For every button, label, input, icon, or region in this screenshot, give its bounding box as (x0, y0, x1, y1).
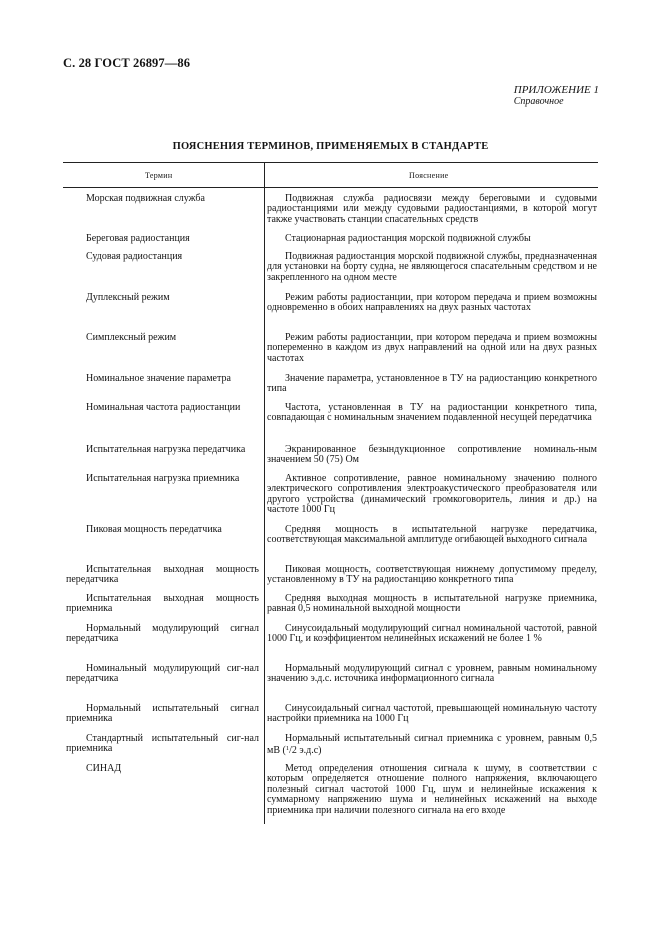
explanation-cell: Метод определения отношения сигнала к шуму, в соответствии с которым определяется отношение полного напряжения, включающего полезный сигнал частотой 1000 Гц, шум и нелинейные искажения к суммарному напряжению шума и нелинейных искажений на выходе приемника при наличии полезного сигнала на его входе (267, 763, 597, 816)
term-cell: Испытательная нагрузка передатчика (86, 444, 246, 455)
term-cell: Испытательная выходная мощность приемника (66, 593, 259, 615)
table-top-rule (63, 162, 598, 163)
explanation-cell: Подвижная служба радиосвязи между береговыми и судовыми радиостанциями или между судовыми радиостанциями, в которой могут также участвовать станции спасательных средств (267, 193, 597, 225)
column-header-explanation: Пояснение (409, 171, 449, 180)
explanation-cell: Частота, установленная в ТУ на радиостанции конкретного типа, совпадающая с номинальным значением подавленной несущей передатчика (267, 402, 597, 424)
term-cell: СИНАД (86, 763, 122, 774)
explanation-text-tail: /2 э.д.с) (289, 745, 322, 757)
term-cell: Морская подвижная служба (86, 193, 205, 204)
term-cell: Дуплексный режим (86, 292, 170, 303)
term-cell: Номинальное значение параметра (86, 373, 231, 384)
document-title: ПОЯСНЕНИЯ ТЕРМИНОВ, ПРИМЕНЯЕМЫХ В СТАНДАРТЕ (172, 141, 489, 152)
appendix-kind: Справочное (513, 96, 564, 107)
explanation-cell: Синусоидальный сигнал частотой, превышающей номинальную частоту настройки приемника на 1000 Гц (267, 703, 597, 725)
explanation-cell: Нормальный модулирующий сигнал с уровнем, равным номинальному значению э.д.с. источника информационного сигнала (267, 663, 597, 685)
superscript-one: 1 (285, 745, 290, 753)
term-cell: Испытательная нагрузка приемника (86, 473, 240, 484)
explanation-cell: Пиковая мощность, соответствующая нижнему допустимому пределу, установленному в ТУ на радиостанцию конкретного типа (267, 564, 597, 586)
table-header-rule (63, 187, 598, 188)
explanation-cell: Активное сопротивление, равное номинальному значению полного электрического сопротивления электроакустического преобразователя или другого устройства (динамический громкоговоритель, линия и др.) на частоте 1000 Гц (267, 473, 597, 516)
explanation-cell: Стационарная радиостанция морской подвижной службы (285, 233, 531, 244)
column-header-term: Термин (145, 171, 173, 180)
term-cell: Нормальный модулирующий сигнал передатчика (66, 623, 259, 645)
explanation-cell: Синусоидальный модулирующий сигнал номинальной частотой, равной 1000 Гц, и коэффициентом нелинейных искажений не более 1 % (267, 623, 597, 645)
term-cell: Стандартный испытательный сиг-нал приемника (66, 733, 259, 755)
explanation-cell: Средняя выходная мощность в испытательной нагрузке приемника, равная 0,5 номинальной выходной мощности (267, 593, 597, 615)
table-column-divider (264, 162, 265, 824)
explanation-cell: Экранированное безындукционное сопротивление номиналь-ным значением 50 (75) Ом (267, 444, 597, 466)
term-cell: Симплексный режим (86, 332, 177, 343)
appendix-title: ПРИЛОЖЕНИЕ 1 (513, 84, 599, 96)
page-header: С. 28 ГОСТ 26897—86 (63, 56, 191, 70)
term-cell: Испытательная выходная мощность передатчика (66, 564, 259, 586)
explanation-cell: Режим работы радиостанции, при котором передача и прием возможны попеременно в каждом из двух направлений на одной или на двух разных частотах (267, 332, 597, 364)
explanation-cell: Значение параметра, установленное в ТУ на радиостанцию конкретного типа (267, 373, 597, 395)
term-cell: Нормальный испытательный сигнал приемника (66, 703, 259, 725)
term-cell: Номинальная частота радиостанции (86, 402, 241, 413)
term-cell: Номинальный модулирующий сиг-нал передатчика (66, 663, 259, 685)
explanation-cell: Подвижная радиостанция морской подвижной службы, предназначенная для установки на борту судна, не являющегося спасательным средством и не закрепленного на одном месте (267, 251, 597, 283)
term-cell: Береговая радиостанция (86, 233, 190, 244)
explanation-cell: Режим работы радиостанции, при котором передача и прием возможны одновременно в обоих направлениях на двух разных частотах (267, 292, 597, 314)
explanation-cell: Средняя мощность в испытательной нагрузке передатчика, соответствующая максимальной амплитуде огибающей выходного сигнала (267, 524, 597, 546)
term-cell: Судовая радиостанция (86, 251, 183, 262)
appendix-label (514, 85, 599, 107)
explanation-text: Нормальный испытательный сигнал приемника с уровнем, равным 0,5 мВ ( (267, 733, 597, 757)
explanation-cell (267, 734, 597, 757)
term-cell: Пиковая мощность передатчика (86, 524, 222, 535)
